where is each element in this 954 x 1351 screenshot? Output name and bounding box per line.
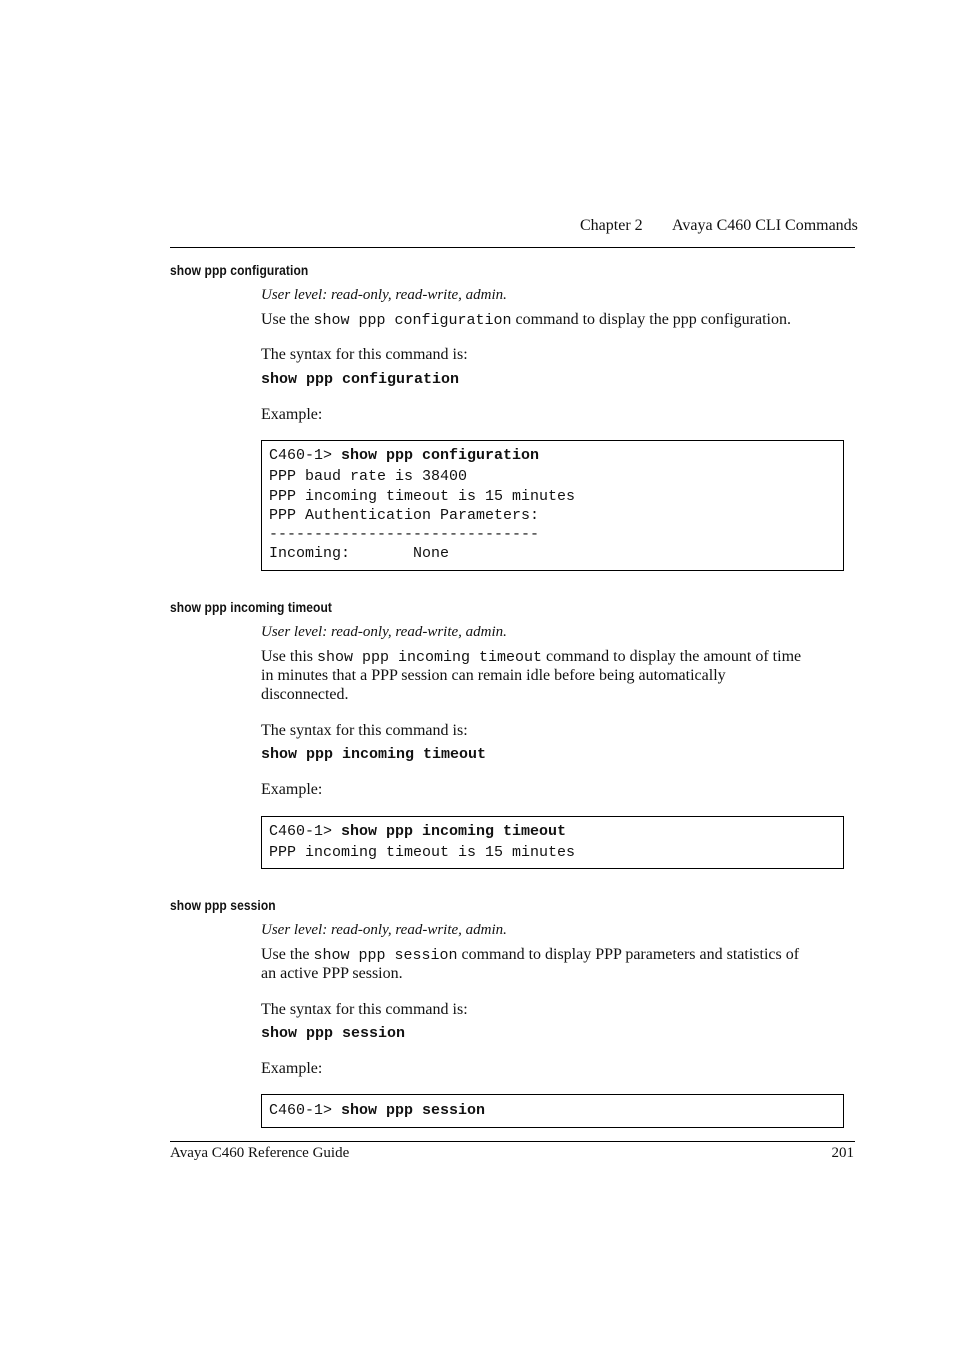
cli-command: show ppp incoming timeout	[341, 823, 567, 840]
description-text: command to display the amount of time	[542, 648, 802, 665]
description-text: Use the	[261, 946, 314, 963]
example-label: Example:	[261, 406, 323, 423]
footer-guide-title: Avaya C460 Reference Guide	[170, 1145, 350, 1161]
description	[261, 647, 801, 667]
section-title: show ppp configuration	[170, 262, 309, 278]
code-output-line: Incoming: None	[269, 545, 450, 562]
inline-command: show ppp session	[313, 947, 458, 964]
description-text: Use the	[261, 311, 314, 328]
cli-command: show ppp session	[341, 1102, 486, 1119]
description-text: Use this	[261, 648, 317, 665]
description	[261, 945, 799, 965]
code-output-line: PPP Authentication Parameters:	[269, 507, 540, 524]
code-line-command	[269, 446, 539, 465]
section-title: show ppp session	[170, 897, 276, 913]
code-output-line: PPP incoming timeout is 15 minutes	[269, 844, 576, 861]
header-chapter-title: Avaya C460 CLI Commands	[672, 217, 858, 234]
cli-prompt: C460-1>	[269, 1102, 342, 1119]
description-line: disconnected.	[261, 686, 349, 703]
code-output-line: ------------------------------	[269, 526, 540, 543]
header-chapter: Chapter 2	[580, 217, 643, 234]
cli-prompt: C460-1>	[269, 823, 342, 840]
syntax-intro: The syntax for this command is:	[261, 1001, 468, 1018]
example-code-box	[261, 440, 844, 571]
footer-rule	[170, 1141, 855, 1142]
example-label: Example:	[261, 1060, 323, 1077]
inline-command: show ppp incoming timeout	[317, 649, 543, 666]
user-level: User level: read-only, read-write, admin.	[261, 624, 507, 640]
syntax-intro: The syntax for this command is:	[261, 346, 468, 363]
code-output-line: PPP baud rate is 38400	[269, 468, 468, 485]
code-line-command	[269, 1101, 485, 1120]
description-line: an active PPP session.	[261, 965, 403, 982]
cli-command: show ppp configuration	[341, 447, 540, 464]
description-text: command to display the ppp configuration.	[511, 311, 791, 328]
description	[261, 310, 791, 330]
example-label: Example:	[261, 781, 323, 798]
footer-page-number: 201	[831, 1145, 854, 1161]
description-line: in minutes that a PPP session can remain idle before being automatically	[261, 667, 726, 684]
code-output-line: PPP incoming timeout is 15 minutes	[269, 488, 576, 505]
code-line-command	[269, 822, 566, 841]
cli-prompt: C460-1>	[269, 447, 342, 464]
inline-command: show ppp configuration	[313, 312, 512, 329]
example-code-box	[261, 1094, 844, 1128]
syntax-command: show ppp session	[261, 1025, 406, 1042]
user-level: User level: read-only, read-write, admin.	[261, 922, 507, 938]
syntax-intro: The syntax for this command is:	[261, 722, 468, 739]
example-code-box	[261, 816, 844, 869]
syntax-command: show ppp incoming timeout	[261, 746, 487, 763]
header-rule	[170, 247, 855, 248]
section-title: show ppp incoming timeout	[170, 599, 333, 615]
syntax-command: show ppp configuration	[261, 371, 460, 388]
description-text: command to display PPP parameters and statistics of	[457, 946, 800, 963]
user-level: User level: read-only, read-write, admin.	[261, 287, 507, 303]
